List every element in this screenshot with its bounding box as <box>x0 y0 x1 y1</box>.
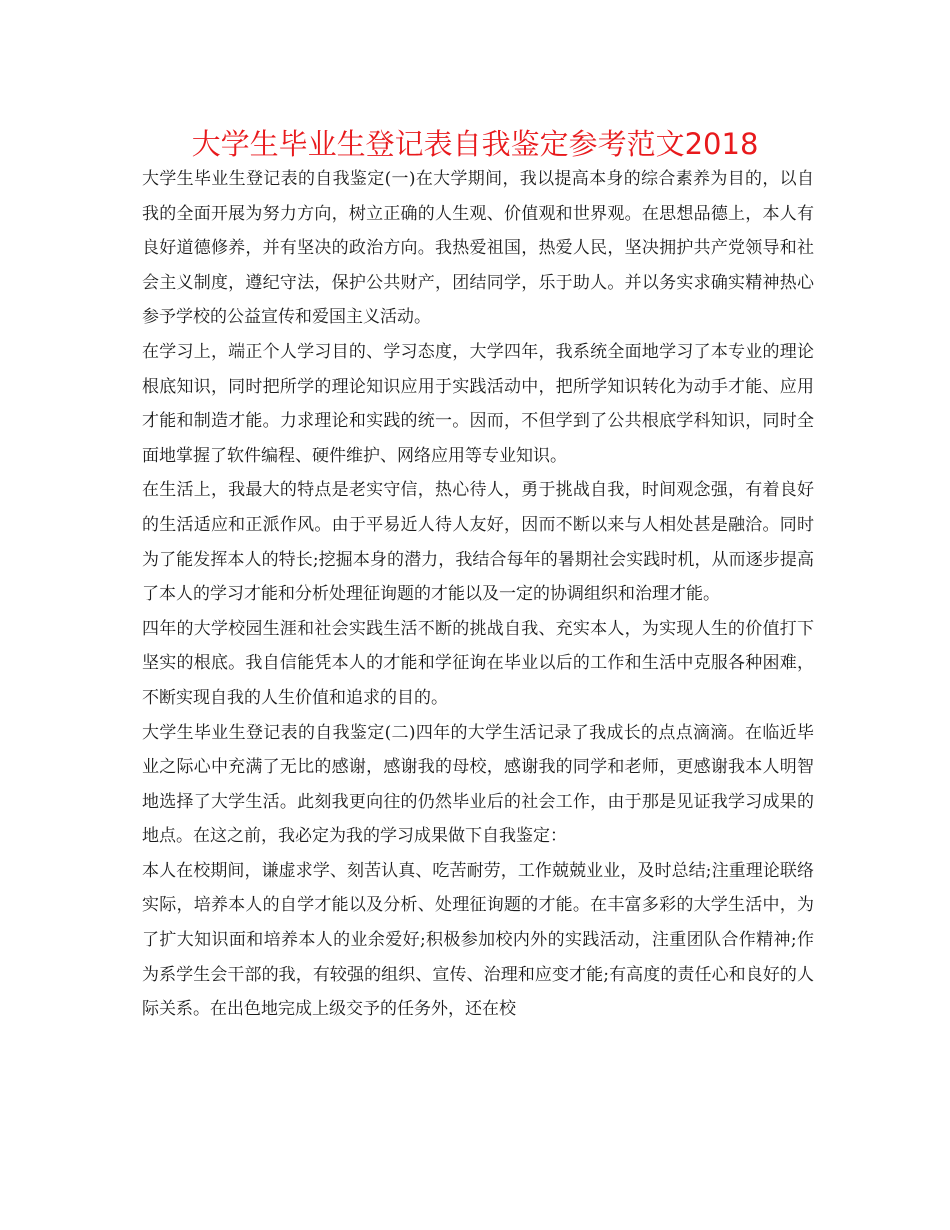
paragraph-4: 四年的大学校园生涯和社会实践生活不断的挑战自我、充实本人，为实现人生的价值打下坚实的根底。我自信能凭本人的才能和学征询在毕业以后的工作和生活中克服各种困难，不断实现自我的人生价值和追求的目的。 <box>142 618 814 708</box>
paragraph-3: 在生活上，我最大的特点是老实守信，热心待人，勇于挑战自我，时间观念强，有着良好的生活适应和正派作风。由于平易近人待人友好，因而不断以来与人相处甚是融洽。同时为了能发挥本人的特长;挖掘本身的潜力，我结合每年的暑期社会实践时机，从而逐步提高了本人的学习才能和分析处理征询题的才能以及一定的协调组织和治理才能。 <box>142 480 814 605</box>
paragraph-5: 大学生毕业生登记表的自我鉴定(二)四年的大学生活记录了我成长的点点滴滴。在临近毕业之际心中充满了无比的感谢，感谢我的母校，感谢我的同学和老师，更感谢我本人明智地选择了大学生活。此刻我更向往的仍然毕业后的社会工作，由于那是见证我学习成果的地点。在这之前，我必定为我的学习成果做下自我鉴定： <box>142 722 814 847</box>
paragraph-1: 大学生毕业生登记表的自我鉴定(一)在大学期间，我以提高本身的综合素养为目的，以自我的全面开展为努力方向，树立正确的人生观、价值观和世界观。在思想品德上，本人有良好道德修养，并有坚决的政治方向。我热爱祖国，热爱人民，坚决拥护共产党领导和社会主义制度，遵纪守法，保护公共财产，团结同学，乐于助人。并以务实求确实精神热心参予学校的公益宣传和爱国主义活动。 <box>142 169 814 328</box>
document-body <box>142 162 814 1027</box>
document-title: 大学生毕业生登记表自我鉴定参考范文2018 <box>191 127 759 161</box>
paragraph-6: 本人在校期间，谦虚求学、刻苦认真、吃苦耐劳，工作兢兢业业，及时总结;注重理论联络实际，培养本人的自学才能以及分析、处理征询题的才能。在丰富多彩的大学生活中，为了扩大知识面和培养本人的业余爱好;积极参加校内外的实践活动，注重团队合作精神;作为系学生会干部的我，有较强的组织、宣传、治理和应变才能;有高度的责任心和良好的人际关系。在出色地完成上级交予的任务外，还在校 <box>142 860 814 1020</box>
paragraph-2: 在学习上，端正个人学习目的、学习态度，大学四年，我系统全面地学习了本专业的理论根底知识，同时把所学的理论知识应用于实践活动中，把所学知识转化为动手才能、应用才能和制造才能。力求理论和实践的统一。因而，不但学到了公共根底学科知识，同时全面地掌握了软件编程、硬件维护、网络应用等专业知识。 <box>142 341 814 466</box>
